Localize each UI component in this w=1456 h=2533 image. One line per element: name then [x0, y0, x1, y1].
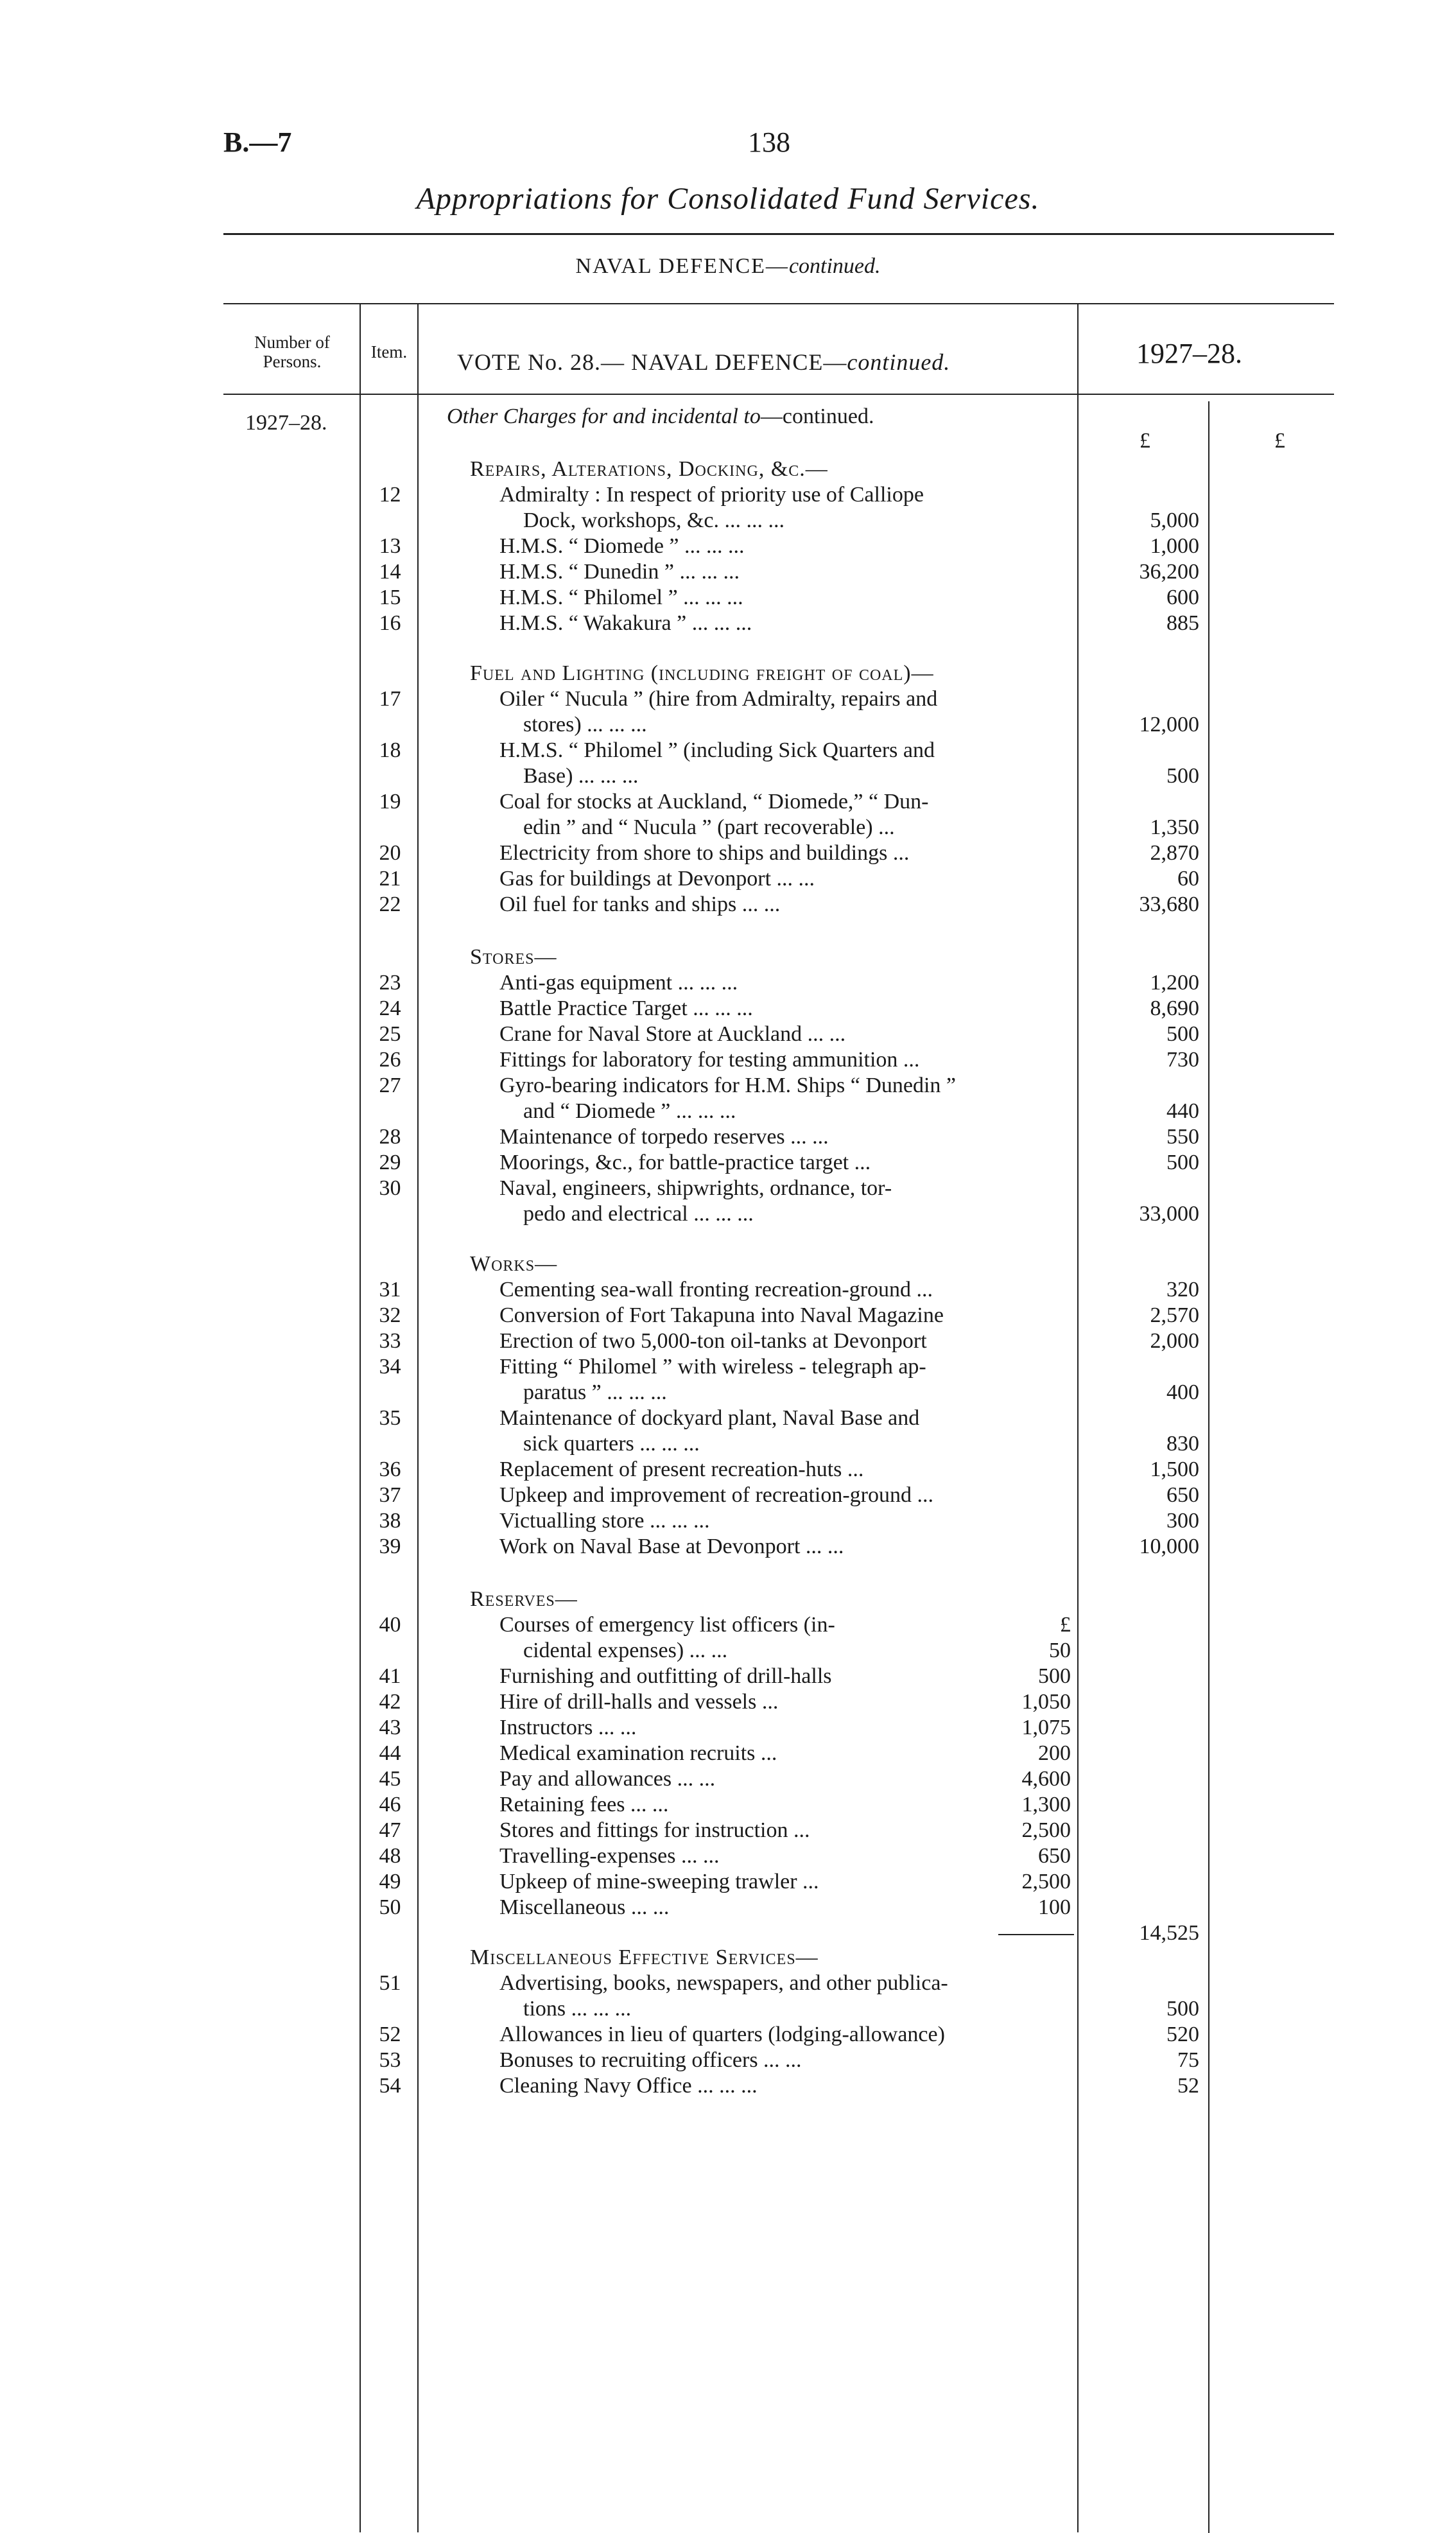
item-description-cont: stores) ... ... ... [523, 713, 647, 736]
year-column-header: 1927–28. [1136, 338, 1242, 369]
item-description: Fitting “ Philomel ” with wireless - telegraph ap- [499, 1355, 926, 1379]
intro-line: Other Charges for and incidental to—continued. [447, 405, 874, 428]
item-description: Miscellaneous ... ... [499, 1895, 670, 1919]
item-amount: 36,200 [1139, 560, 1199, 584]
title-rule [223, 233, 1334, 235]
item-amount: 8,690 [1150, 997, 1199, 1020]
amount-column-rule [1077, 304, 1079, 2532]
item-amount: 550 [1166, 1125, 1199, 1149]
item-number: 26 [379, 1048, 401, 1072]
group-reserves: Reserves— [470, 1587, 578, 1611]
item-description: Maintenance of dockyard plant, Naval Base and [499, 1406, 920, 1430]
item-description: Work on Naval Base at Devonport ... ... [499, 1535, 844, 1558]
item-amount: 500 [1166, 1151, 1199, 1174]
item-amount: 2,000 [1150, 1329, 1199, 1353]
item-description: Medical examination recruits ... [499, 1741, 777, 1765]
item-description: Travelling-expenses ... ... [499, 1844, 720, 1868]
group-fuel: Fuel and Lighting (including freight of coal)— [470, 661, 934, 685]
page-number: 138 [748, 126, 790, 158]
item-number: 46 [379, 1793, 401, 1816]
item-number: 39 [379, 1535, 401, 1558]
item-number: 19 [379, 790, 401, 814]
page-title: Appropriations for Consolidated Fund Services. [416, 182, 1040, 216]
item-number: 34 [379, 1355, 401, 1379]
item-amount: 300 [1166, 1509, 1199, 1533]
item-number: 43 [379, 1716, 401, 1739]
item-number: 25 [379, 1022, 401, 1046]
item-description-cont: and “ Diomede ” ... ... ... [523, 1099, 736, 1123]
pound-symbol-amount: £ [1140, 429, 1150, 453]
item-description: Oiler “ Nucula ” (hire from Admiralty, repairs and [499, 687, 938, 711]
item-amount: 12,000 [1139, 713, 1199, 736]
item-amount: 5,000 [1150, 509, 1199, 532]
item-amount: 440 [1166, 1099, 1199, 1123]
item-description-cont: Base) ... ... ... [523, 764, 639, 788]
item-description: Conversion of Fort Takapuna into Naval Magazine [499, 1303, 944, 1327]
item-number: 51 [379, 1971, 401, 1995]
item-number: 37 [379, 1483, 401, 1507]
item-number: 32 [379, 1303, 401, 1327]
reserve-amount: 1,050 [1021, 1690, 1071, 1714]
reserve-amount: 4,600 [1021, 1767, 1071, 1791]
persons-column-header: Number of Persons. [254, 333, 330, 371]
item-number: 53 [379, 2048, 401, 2072]
item-amount: 1,500 [1150, 1458, 1199, 1481]
item-description: Gas for buildings at Devonport ... ... [499, 867, 815, 891]
item-description: Upkeep of mine-sweeping trawler ... [499, 1870, 819, 1893]
item-number: 13 [379, 534, 401, 558]
item-description: H.M.S. “ Wakakura ” ... ... ... [499, 611, 752, 635]
item-description: Instructors ... ... [499, 1716, 637, 1739]
item-description-cont: edin ” and “ Nucula ” (part recoverable) ... [523, 815, 895, 839]
table-top-rule [223, 303, 1334, 304]
reserve-amount: 500 [1038, 1664, 1071, 1688]
item-number: 49 [379, 1870, 401, 1893]
item-amount: 75 [1177, 2048, 1199, 2072]
item-description: Victualling store ... ... ... [499, 1509, 710, 1533]
item-number: 22 [379, 892, 401, 916]
item-description: Pay and allowances ... ... [499, 1767, 716, 1791]
item-number: 47 [379, 1818, 401, 1842]
pound-symbol-total: £ [1274, 429, 1285, 453]
reserves-total: 14,525 [1139, 1921, 1199, 1945]
item-amount: 600 [1166, 586, 1199, 609]
item-description: Retaining fees ... ... [499, 1793, 669, 1816]
item-number: 52 [379, 2023, 401, 2046]
item-amount: 10,000 [1139, 1535, 1199, 1558]
item-description: Cleaning Navy Office ... ... ... [499, 2074, 758, 2098]
item-description: Crane for Naval Store at Auckland ... ... [499, 1022, 846, 1046]
reserve-amount: 2,500 [1021, 1870, 1071, 1893]
item-description: Anti-gas equipment ... ... ... [499, 971, 738, 995]
item-description-cont: tions ... ... ... [523, 1997, 632, 2021]
item-number: 21 [379, 867, 401, 891]
item-amount: 520 [1166, 2023, 1199, 2046]
persons-year: 1927–28. [245, 411, 327, 435]
item-amount: 650 [1166, 1483, 1199, 1507]
item-number: 12 [379, 483, 401, 507]
reserve-amount: 1,075 [1021, 1716, 1071, 1739]
group-repairs: Repairs, Alterations, Docking, &c.— [470, 457, 828, 481]
reserve-amount: 100 [1038, 1895, 1071, 1919]
item-amount: 320 [1166, 1278, 1199, 1301]
item-description: Coal for stocks at Auckland, “ Diomede,” “ Dun- [499, 790, 929, 814]
group-stores: Stores— [470, 945, 557, 969]
item-amount: 885 [1166, 611, 1199, 635]
item-number: 36 [379, 1458, 401, 1481]
item-number: 27 [379, 1074, 401, 1097]
item-number: 17 [379, 687, 401, 711]
item-description: Courses of emergency list officers (in- [499, 1613, 835, 1637]
item-number: 14 [379, 560, 401, 584]
item-amount: 830 [1166, 1432, 1199, 1456]
item-description: Gyro-bearing indicators for H.M. Ships “ Dunedin ” [499, 1074, 957, 1097]
item-number: 54 [379, 2074, 401, 2098]
item-number: 24 [379, 997, 401, 1020]
item-description: Hire of drill-halls and vessels ... [499, 1690, 779, 1714]
item-description: Moorings, &c., for battle-practice target ... [499, 1151, 871, 1174]
item-amount: 52 [1177, 2074, 1199, 2098]
item-description: Advertising, books, newspapers, and other publica- [499, 1971, 948, 1995]
persons-column-rule [360, 304, 361, 2532]
document-code: B.—7 [223, 126, 292, 158]
section-title: NAVAL DEFENCE—continued. [575, 254, 881, 278]
item-amount: 33,680 [1139, 892, 1199, 916]
item-description: H.M.S. “ Dunedin ” ... ... ... [499, 560, 740, 584]
item-description: Admiralty : In respect of priority use of Calliope [499, 483, 924, 507]
item-number: 20 [379, 841, 401, 865]
item-description-cont: pedo and electrical ... ... ... [523, 1202, 754, 1226]
item-description: Allowances in lieu of quarters (lodging-allowance) [499, 2023, 945, 2046]
item-number: 28 [379, 1125, 401, 1149]
item-column-header: Item. [370, 342, 408, 361]
reserve-amount: 2,500 [1021, 1818, 1071, 1842]
item-description: Fittings for laboratory for testing ammunition ... [499, 1048, 920, 1072]
item-column-rule [417, 304, 419, 2532]
item-number: 45 [379, 1767, 401, 1791]
item-amount: 1,350 [1150, 815, 1199, 839]
item-description: Cementing sea-wall fronting recreation-ground ... [499, 1278, 933, 1301]
item-header-rule [361, 394, 417, 395]
group-works: Works— [470, 1252, 558, 1276]
item-number: 23 [379, 971, 401, 995]
item-description-cont: sick quarters ... ... ... [523, 1432, 700, 1456]
item-amount: 2,870 [1150, 841, 1199, 865]
item-description: Erection of two 5,000-ton oil-tanks at Devonport [499, 1329, 927, 1353]
item-number: 41 [379, 1664, 401, 1688]
item-number: 33 [379, 1329, 401, 1353]
item-amount: 400 [1166, 1380, 1199, 1404]
item-number: 15 [379, 586, 401, 609]
item-description-cont: paratus ” ... ... ... [523, 1380, 667, 1404]
item-description-cont: cidental expenses) ... ... [523, 1639, 728, 1662]
total-column-rule [1208, 401, 1209, 2533]
item-number: 35 [379, 1406, 401, 1430]
persons-header-rule [223, 394, 360, 395]
reserve-amount: 1,300 [1021, 1793, 1071, 1816]
year-header-rule [1079, 394, 1334, 395]
item-number: 16 [379, 611, 401, 635]
item-description: Maintenance of torpedo reserves ... ... [499, 1125, 829, 1149]
item-description: Oil fuel for tanks and ships ... ... [499, 892, 781, 916]
item-number: 44 [379, 1741, 401, 1765]
item-amount: 1,000 [1150, 534, 1199, 558]
reserve-amount: 200 [1038, 1741, 1071, 1765]
item-description: Upkeep and improvement of recreation-ground ... [499, 1483, 933, 1507]
group-misc: Miscellaneous Effective Services— [470, 1945, 819, 1969]
item-amount: 33,000 [1139, 1202, 1199, 1226]
item-description: H.M.S. “ Philomel ” (including Sick Quarters and [499, 738, 935, 762]
vote-heading: VOTE No. 28.— NAVAL DEFENCE—continued. [457, 349, 951, 375]
item-description: Battle Practice Target ... ... ... [499, 997, 753, 1020]
item-description: Stores and fittings for instruction ... [499, 1818, 810, 1842]
item-amount: 500 [1166, 1997, 1199, 2021]
vote-header-rule [419, 394, 1077, 395]
item-number: 42 [379, 1690, 401, 1714]
item-number: 40 [379, 1613, 401, 1637]
item-description: H.M.S. “ Philomel ” ... ... ... [499, 586, 743, 609]
item-number: 31 [379, 1278, 401, 1301]
item-amount: 500 [1166, 1022, 1199, 1046]
item-number: 48 [379, 1844, 401, 1868]
reserve-pound-symbol: £ [1060, 1613, 1071, 1637]
reserve-amount: 50 [1049, 1639, 1071, 1662]
item-description: Replacement of present recreation-huts ... [499, 1458, 864, 1481]
item-description-cont: Dock, workshops, &c. ... ... ... [523, 509, 785, 532]
item-number: 30 [379, 1176, 401, 1200]
item-description: Naval, engineers, shipwrights, ordnance, tor- [499, 1176, 892, 1200]
item-amount: 1,200 [1150, 971, 1199, 995]
item-number: 18 [379, 738, 401, 762]
item-description: Electricity from shore to ships and buildings ... [499, 841, 910, 865]
item-description: Bonuses to recruiting officers ... ... [499, 2048, 802, 2072]
item-number: 29 [379, 1151, 401, 1174]
item-description: H.M.S. “ Diomede ” ... ... ... [499, 534, 745, 558]
reserve-amount: 650 [1038, 1844, 1071, 1868]
item-amount: 500 [1166, 764, 1199, 788]
item-amount: 730 [1166, 1048, 1199, 1072]
item-amount: 60 [1177, 867, 1199, 891]
item-description: Furnishing and outfitting of drill-halls [499, 1664, 832, 1688]
item-number: 50 [379, 1895, 401, 1919]
item-amount: 2,570 [1150, 1303, 1199, 1327]
reserves-subtotal-rule [998, 1934, 1074, 1935]
item-number: 38 [379, 1509, 401, 1533]
